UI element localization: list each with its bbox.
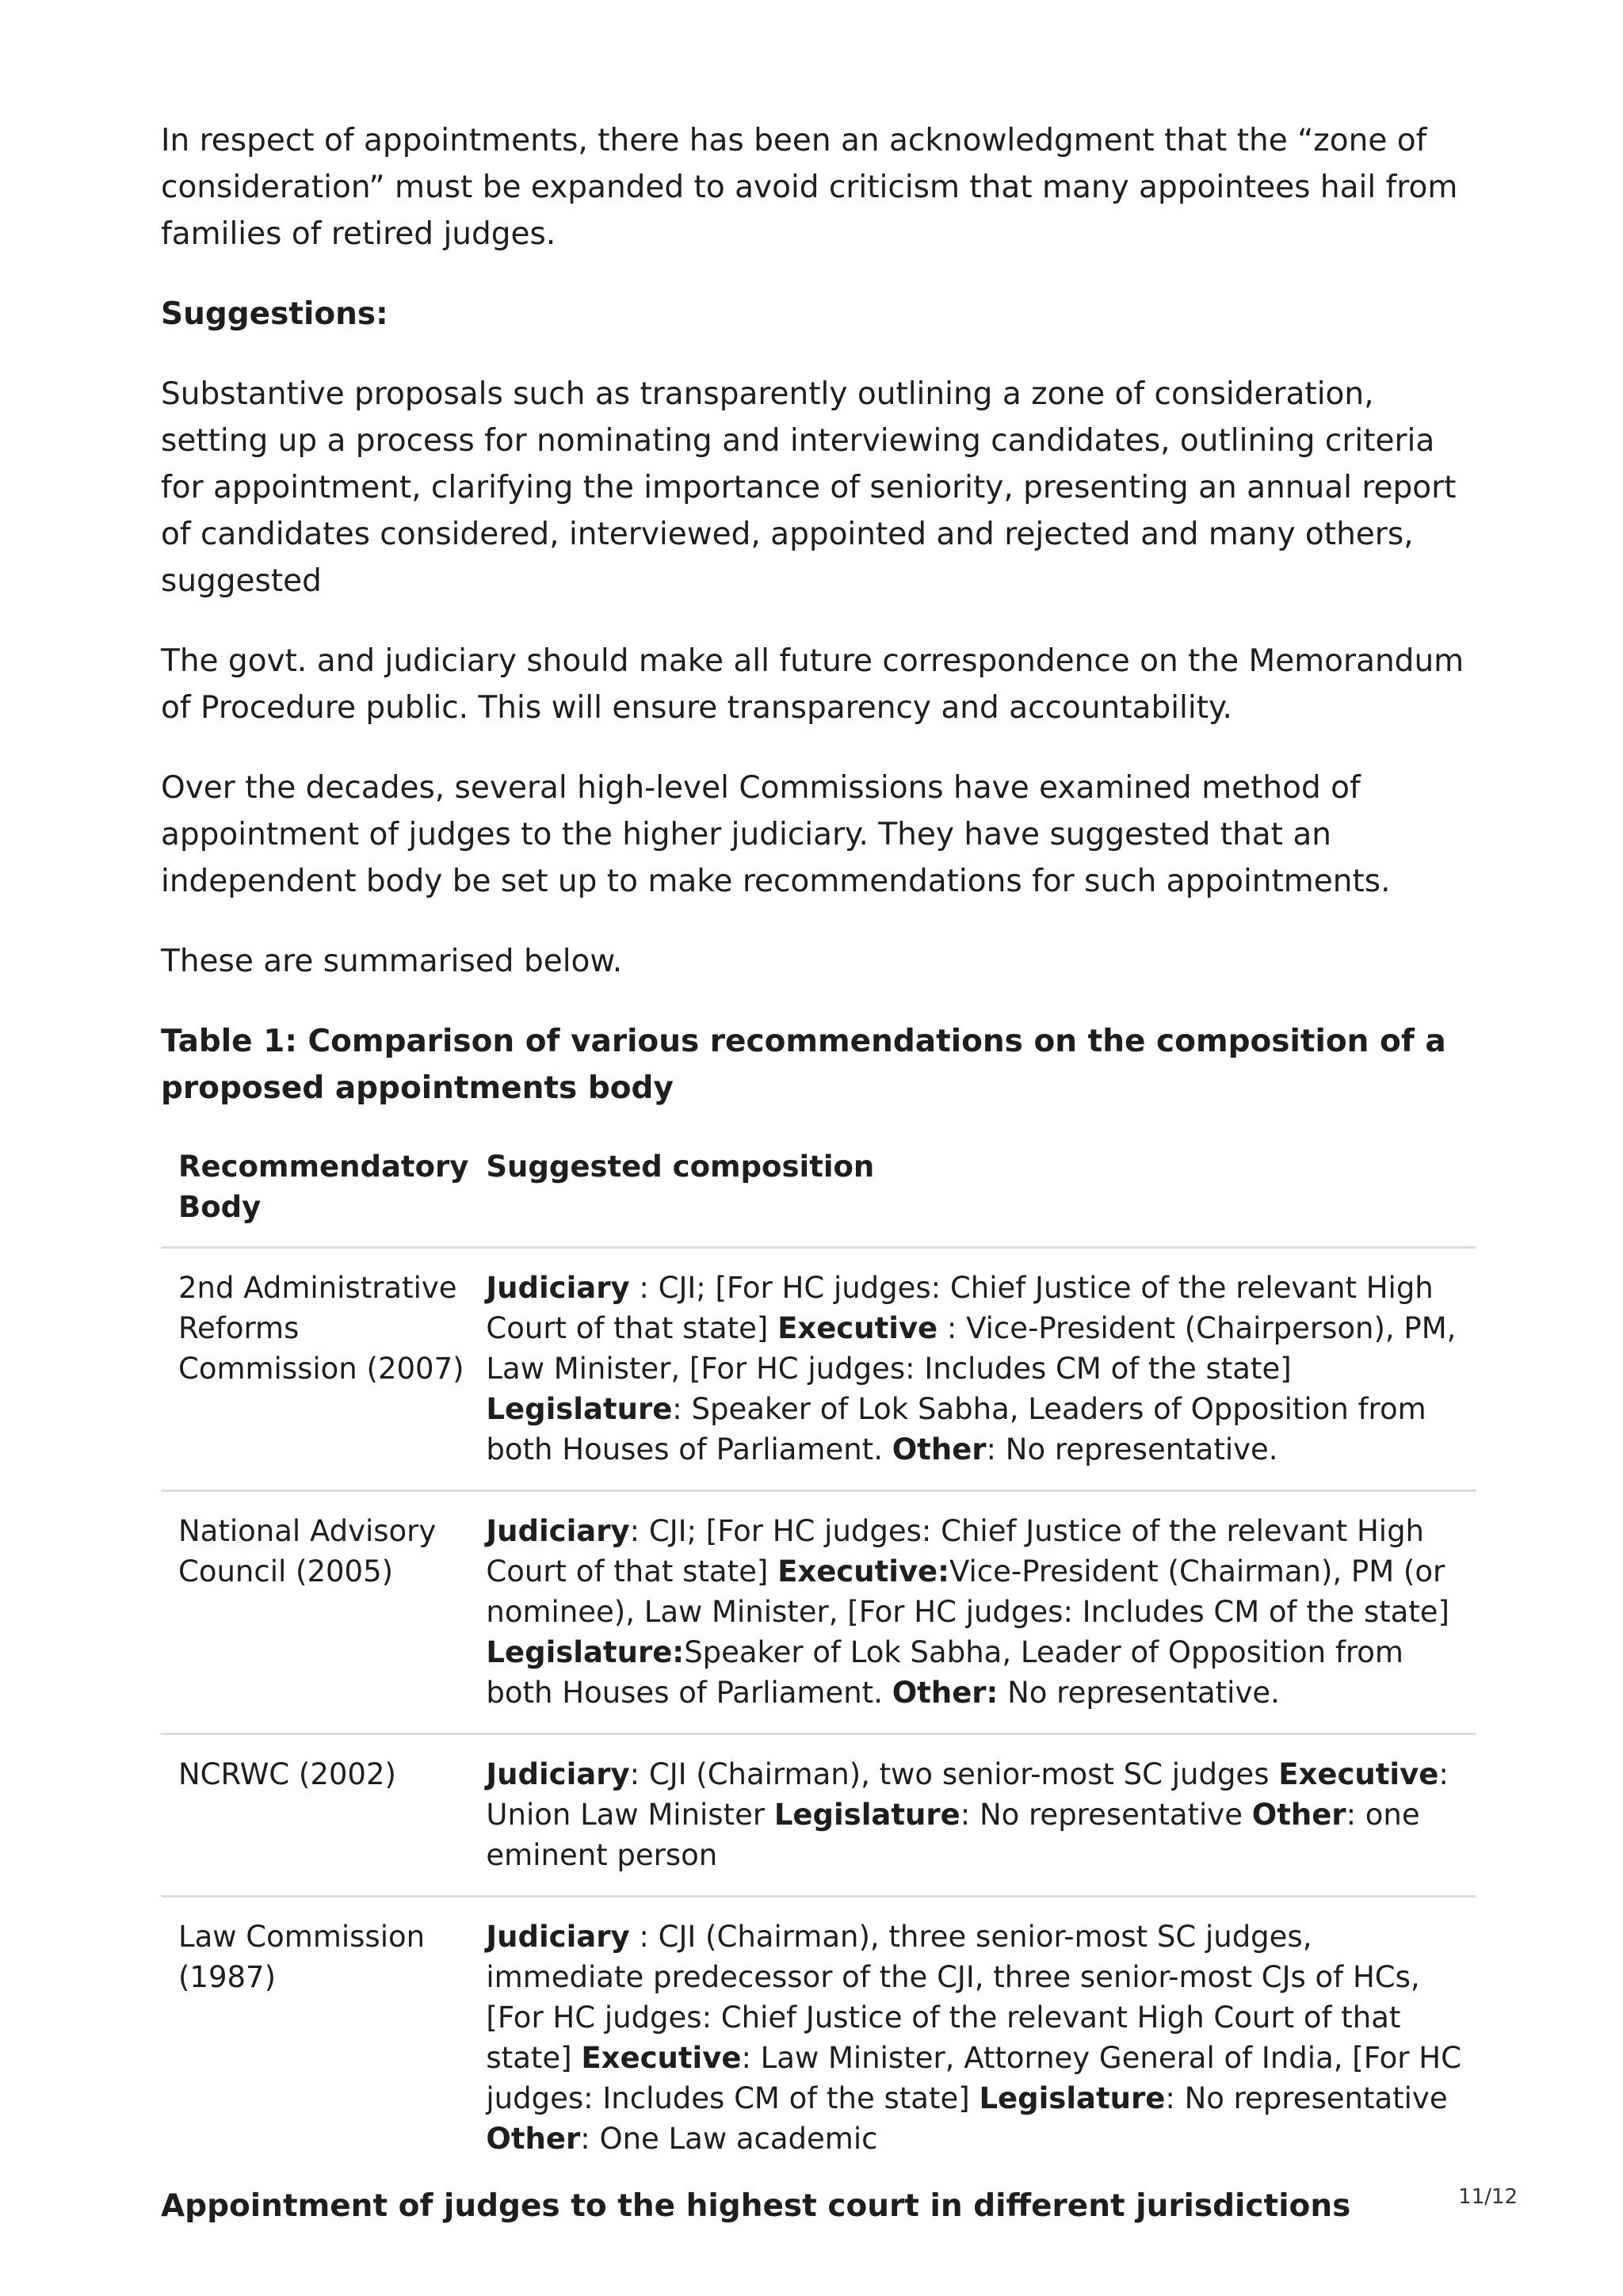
- table-row: [161, 1734, 1476, 1897]
- paragraph-summarised: These are summarised below.: [161, 944, 623, 979]
- composition-label: Judiciary: [486, 1514, 630, 1548]
- page-number: 11/12: [1458, 2185, 1518, 2209]
- column-header-recommendatory-body: Recommendatory Body: [178, 1150, 469, 1224]
- composition-label: Other: [1251, 1798, 1346, 1832]
- table-caption: Table 1: Comparison of various recommendations on the composition of a proposed appointments body: [161, 1024, 1446, 1106]
- composition-label: Legislature:: [486, 1635, 685, 1669]
- composition-label: Other: [486, 2122, 581, 2156]
- composition-label: Legislature: [486, 1392, 673, 1426]
- composition-label: Executive: [1278, 1757, 1439, 1791]
- paragraph-memorandum-of-procedure: The govt. and judiciary should make all future correspondence on the Memorandum of Procedure public. This will ensure transparency and accountability.: [161, 643, 1465, 726]
- composition-label: Judiciary: [486, 1920, 630, 1954]
- composition-cell: Judiciary: CJI; [For HC judges: Chief Justice of the relevant High Court of that state] Executive:Vice-President (Chairman), PM (or nominee), Law Minister, [For HC judges: Includes CM of the state] Legislature:Speaker of Lok Sabha, Leader of Opposition from both Houses of Parliament. Other: No representative.: [486, 1514, 1449, 1710]
- table-row: [161, 1248, 1476, 1491]
- document-body: [161, 117, 1476, 2263]
- recommendatory-body-cell: Law Commission (1987): [178, 1920, 426, 1994]
- composition-label: Executive: [581, 2041, 742, 2075]
- recommendations-table: [161, 1127, 1476, 2183]
- table-row: [161, 1491, 1476, 1734]
- composition-cell: Judiciary : CJI (Chairman), three senior-most SC judges, immediate predecessor of the CJI, three senior-most CJs of HCs, [For HC judges: Chief Justice of the relevant High Court of that state] Executive: Law Minister, Attorney General of India, [For HC judges: Includes CM of the state] Legislature: No representative Other: One Law academic: [486, 1920, 1461, 2156]
- paragraph-commissions: Over the decades, several high-level Commissions have examined method of appointment of judges to the higher judiciary. They have suggested that an independent body be set up to make recommendations for such appointments.: [161, 770, 1391, 899]
- column-header-suggested-composition: Suggested composition: [486, 1150, 875, 1184]
- composition-label: Judiciary: [486, 1271, 630, 1305]
- composition-label: Other: [892, 1432, 987, 1466]
- composition-label: Judiciary: [486, 1757, 630, 1791]
- composition-label: Executive:: [777, 1554, 949, 1589]
- composition-cell: Judiciary: CJI (Chairman), two senior-most SC judges Executive: Union Law Minister Legislature: No representative Other: one eminent person: [486, 1757, 1449, 1872]
- composition-label: Legislature: [773, 1798, 960, 1832]
- paragraph-substantive-proposals: Substantive proposals such as transparently outlining a zone of consideration, setting up a process for nominating and interviewing candidates, outlining criteria for appointment, clarifying the importance of seniority, presenting an annual report of candidates considered, interviewed, appointed and rejected and many others, suggested: [161, 376, 1457, 599]
- recommendatory-body-cell: National Advisory Council (2005): [178, 1514, 437, 1589]
- table-row: [161, 1897, 1476, 2183]
- suggestions-heading: Suggestions:: [161, 296, 388, 332]
- paragraph-zone-of-consideration: In respect of appointments, there has been an acknowledgment that the “zone of consideration” must be expanded to avoid criticism that many appointees hail from families of retired judges.: [161, 123, 1458, 252]
- composition-cell: Judiciary : CJI; [For HC judges: Chief Justice of the relevant High Court of that state] Executive : Vice-President (Chairperson), PM, Law Minister, [For HC judges: Includes CM of the state] Legislature: Speaker of Lok Sabha, Leaders of Opposition from both Houses of Parliament. Other: No representative.: [486, 1271, 1457, 1466]
- table-header-row: [161, 1127, 1476, 1248]
- composition-label: Legislature: [979, 2081, 1166, 2115]
- composition-label: Other:: [892, 1676, 999, 1710]
- recommendatory-body-cell: NCRWC (2002): [178, 1757, 396, 1791]
- recommendatory-body-cell: 2nd Administrative Reforms Commission (2007): [178, 1271, 464, 1386]
- section-heading-highest-court: Appointment of judges to the highest court in different jurisdictions: [161, 2188, 1351, 2224]
- composition-label: Executive: [777, 1311, 938, 1345]
